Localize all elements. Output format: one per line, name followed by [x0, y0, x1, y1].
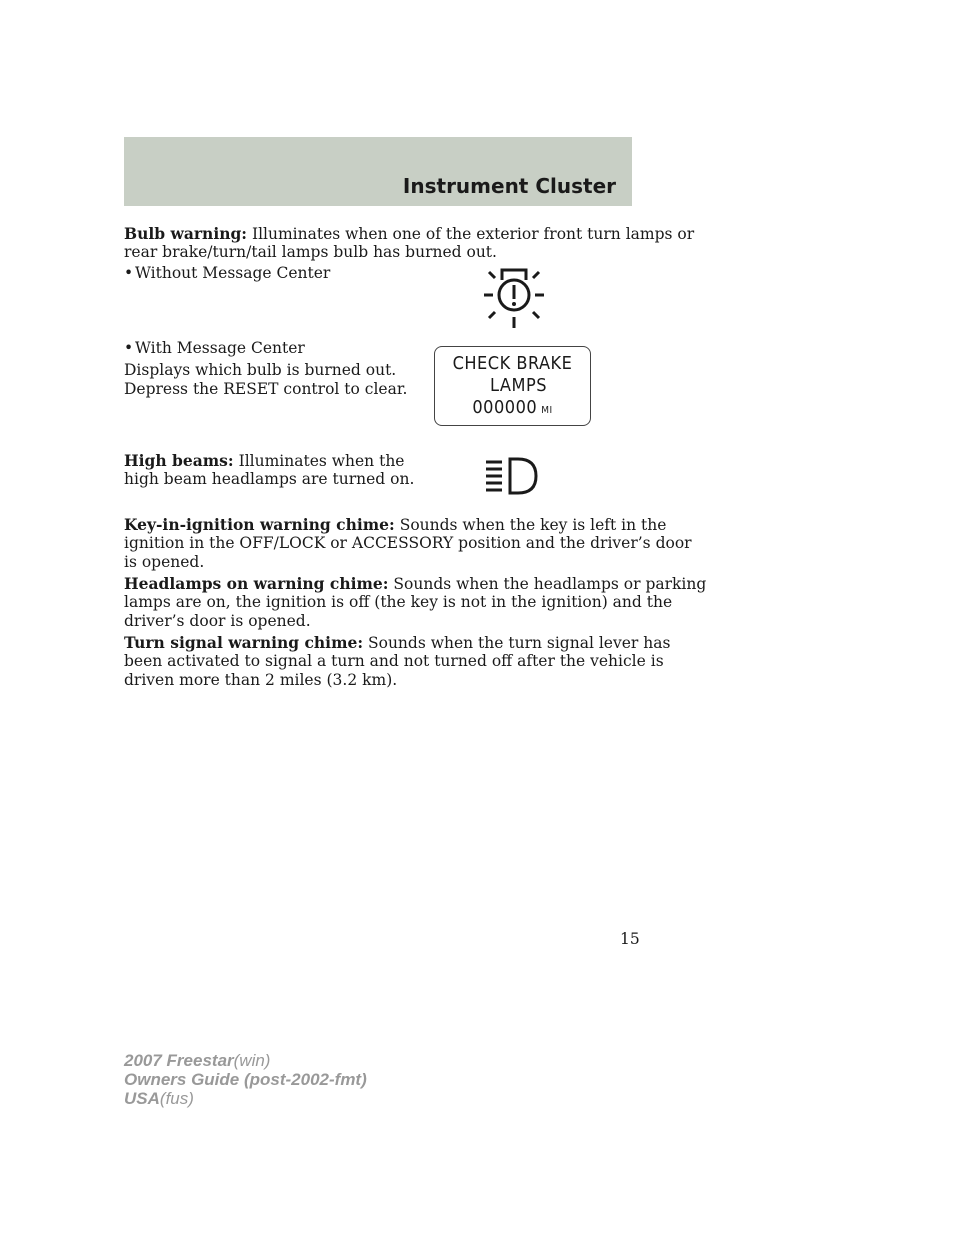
odometer-value: 000000 [472, 397, 538, 418]
bulb-warning-icon [480, 262, 548, 334]
turn-signal-chime-text-1: Sounds when the turn signal lever has [368, 634, 671, 652]
bulb-warning-text-1: Illuminates when one of the exterior front turn lamps or [251, 225, 695, 243]
turn-signal-chime-label: Turn signal warning chime: [124, 633, 364, 652]
headlamp-chime-label: Headlamps on warning chime: [124, 574, 389, 593]
footer-market: USA [124, 1089, 160, 1108]
turn-signal-chime-paragraph [124, 633, 670, 654]
key-chime-paragraph [124, 515, 666, 536]
high-beams-paragraph [124, 451, 404, 472]
key-chime-text-3: is opened. [124, 553, 205, 571]
high-beams-text-1: Illuminates when the [238, 452, 405, 470]
headlamp-chime-text-1: Sounds when the headlamps or parking [393, 575, 707, 593]
footer-model: 2007 Freestar [124, 1051, 234, 1070]
headlamp-chime-text-2: lamps are on, the ignition is off (the key is not in the ignition) and the [124, 593, 673, 611]
bulb-warning-label: Bulb warning: [124, 224, 248, 243]
section-header-band [124, 137, 632, 206]
key-chime-label: Key-in-ignition warning chime: [124, 515, 395, 534]
display-line-1: CHECK BRAKE [452, 353, 573, 374]
message-center-display [434, 346, 591, 426]
odometer-unit: MI [541, 405, 553, 416]
high-beam-icon [484, 456, 540, 500]
bulb-warning-text-2: rear brake/turn/tail lamps bulb has burned out. [124, 243, 497, 261]
display-text-1: Displays which bulb is burned out. [124, 361, 397, 379]
page-number: 15 [620, 930, 640, 948]
bullet-without-label: Without Message Center [135, 264, 331, 282]
footer-market-code: (fus) [159, 1089, 194, 1108]
high-beams-label: High beams: [124, 451, 234, 470]
footer-guide-format: Owners Guide (post-2002-fmt) [124, 1070, 367, 1089]
turn-signal-chime-text-3: driven more than 2 miles (3.2 km). [124, 671, 398, 689]
document-footer [124, 1051, 367, 1108]
display-text-2: Depress the RESET control to clear. [124, 380, 408, 398]
display-line-2: LAMPS [489, 375, 548, 396]
bulb-warning-paragraph [124, 224, 694, 245]
footer-line-1 [124, 1051, 367, 1070]
headlamp-chime-text-3: driver’s door is opened. [124, 612, 311, 630]
turn-signal-chime-text-2: been activated to signal a turn and not turned off after the vehicle is [124, 652, 664, 670]
bullet-with-message-center: • With Message Center [124, 339, 305, 357]
high-beams-text-2: high beam headlamps are turned on. [124, 470, 415, 488]
footer-line-3 [124, 1089, 367, 1108]
section-title: Instrument Cluster [402, 174, 616, 198]
key-chime-text-2: ignition in the OFF/LOCK or ACCESSORY position and the driver’s door [124, 534, 692, 552]
footer-line-2 [124, 1070, 367, 1089]
footer-model-code: (win) [233, 1051, 271, 1070]
key-chime-text-1: Sounds when the key is left in the [399, 516, 667, 534]
bullet-without-message-center: • Without Message Center [124, 264, 331, 282]
headlamp-chime-paragraph [124, 574, 706, 595]
display-odometer [435, 397, 590, 418]
bullet-with-label: With Message Center [135, 339, 305, 357]
